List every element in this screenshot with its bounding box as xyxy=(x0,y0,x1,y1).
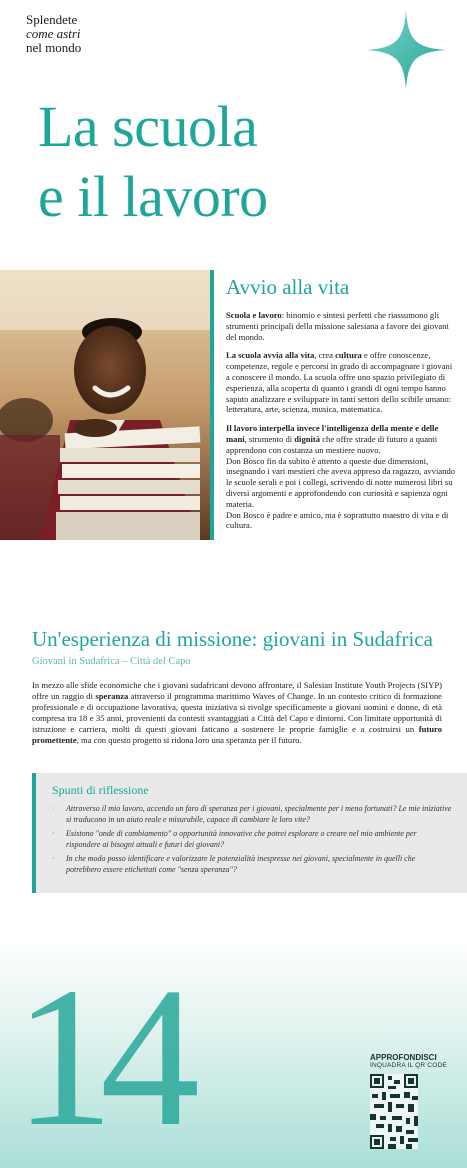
mission-text-a: In mezzo alle sfide economiche che i giovani sudafricani devono affrontare, il Salesian Institute Youth Projects (SIYP) offre un raggio di xyxy=(32,680,442,701)
reflection-item: · In che modo posso identificare e valorizzare le potenzialità inespresse nei giovani, specialmente in quelli che potrebbero essere etichettati come "senza speranza"? xyxy=(52,853,452,875)
title-line-1: La scuola xyxy=(38,94,258,159)
avvio-p3-text-2: che offre strade di futuro a quanti apprendono con costanza un mestiere nuovo. xyxy=(226,433,438,455)
qr-subtitle: INQUADRA IL QR CODE xyxy=(370,1062,447,1069)
avvio-section xyxy=(226,274,456,539)
photo-accent-bar xyxy=(210,270,214,540)
qr-code-icon[interactable] xyxy=(370,1074,418,1149)
reflection-item: · Attraverso il mio lavoro, accendo un faro di speranza per i giovani, specialmente per i meno fortunati? Le mie iniziative si traducono in un aiuto reale e misurabile, capace di cambiare le loro vite? xyxy=(52,803,452,825)
student-photo xyxy=(0,270,210,540)
reflection-accent-bar xyxy=(32,773,36,893)
avvio-p3-text-1: , strumento di xyxy=(244,433,295,444)
mission-bold-speranza: speranza xyxy=(95,690,129,701)
brand-tagline xyxy=(26,13,81,55)
avvio-paragraph-4: Don Bosco fin da subito è attento a queste due dimensioni, insegnando i vari mestieri che aveva appreso da ragazzo, avviando le scuole serali e poi i collegi, scrivendo di notte numerosi libri su diversi argomenti e approfondendo con curiosità e sapienza ogni materia. xyxy=(226,455,456,509)
qr-title: APPROFONDISCI xyxy=(370,1053,437,1062)
brand-line-1: Splendete xyxy=(26,12,78,27)
avvio-p2-text-2: e offre conoscenze, competenze, regole e percorsi in grado di accompagnare i giovani a conoscere il mondo. La scuola offre uno spazio privilegiato di esperienza, alla scoperta di quanto i grandi di ogni tempo hanno saputo analizzare e sviluppare in tanti settori dello scibile umano: letteratura, arte, scienza, musica, matematica. xyxy=(226,350,453,415)
mission-paragraph xyxy=(32,680,442,745)
mission-bold-futuro: futuro promettente xyxy=(32,723,442,745)
reflection-box xyxy=(32,773,467,893)
reflection-item: · Esistono "onde di cambiamento" o opportunità innovative che potrei esplorare o creare nel mio ambiente per rispondere ai bisogni attuali e futuri dei giovani? xyxy=(52,828,452,850)
title-line-2: e il lavoro xyxy=(38,164,268,229)
brand-line-2: come astri xyxy=(26,26,81,41)
reflection-list xyxy=(52,803,452,878)
avvio-heading: Avvio alla vita xyxy=(226,275,350,299)
avvio-p3-bold-2: dignità xyxy=(294,433,321,444)
avvio-paragraph-2 xyxy=(226,350,456,415)
avvio-paragraph-3 xyxy=(226,423,456,455)
avvio-p2-bold-2: cultura xyxy=(335,350,362,361)
page-number: 14 xyxy=(14,947,186,1168)
mission-text-b: attraverso il programma marittimo Waves of Change. In un contesto critico di formazione professionale e di occupazione lavorativa, questa iniziativa si rivolge specificamente a giovani uomini e donne, di età compresa tra 18 e 35 anni, provenienti da contesti svantaggiati a Città del Capo e dintorni. Con limitate opportunità di istruzione e carriera, molti di questi giovani faticano a sostenere le proprie famiglie e a costruirsi un xyxy=(32,690,442,734)
avvio-paragraph-5: Don Bosco è padre e amico, ma è soprattutto maestro di vita e di cultura. xyxy=(226,509,449,531)
page-title xyxy=(38,92,268,232)
brand-line-3: nel mondo xyxy=(26,40,82,55)
mission-title: Un'esperienza di missione: giovani in Sudafrica xyxy=(32,627,433,651)
qr-block xyxy=(370,1053,455,1149)
avvio-p1-bold: Scuola e lavoro xyxy=(226,310,282,320)
reflection-heading: Spunti di riflessione xyxy=(52,783,149,797)
mission-text-c: , ma con questo progetto si ridona loro una speranza per il futuro. xyxy=(76,734,302,745)
avvio-p3-bold-1: Il lavoro interpella invece l'intelligenza della mente e delle mani xyxy=(226,423,439,444)
avvio-p2-bold-1: La scuola avvia alla vita xyxy=(226,350,315,361)
sparkle-star-icon xyxy=(366,10,446,90)
mission-subtitle: Giovani in Sudafrica – Città del Capo xyxy=(32,656,191,667)
avvio-p2-text-1: , crea xyxy=(314,350,336,361)
avvio-p1-text: : binomio e sintesi perfetti che riassumono gli strumenti principali della missione salesiana a favore dei giovani del mondo. xyxy=(226,310,449,342)
avvio-paragraph-1 xyxy=(226,310,456,342)
